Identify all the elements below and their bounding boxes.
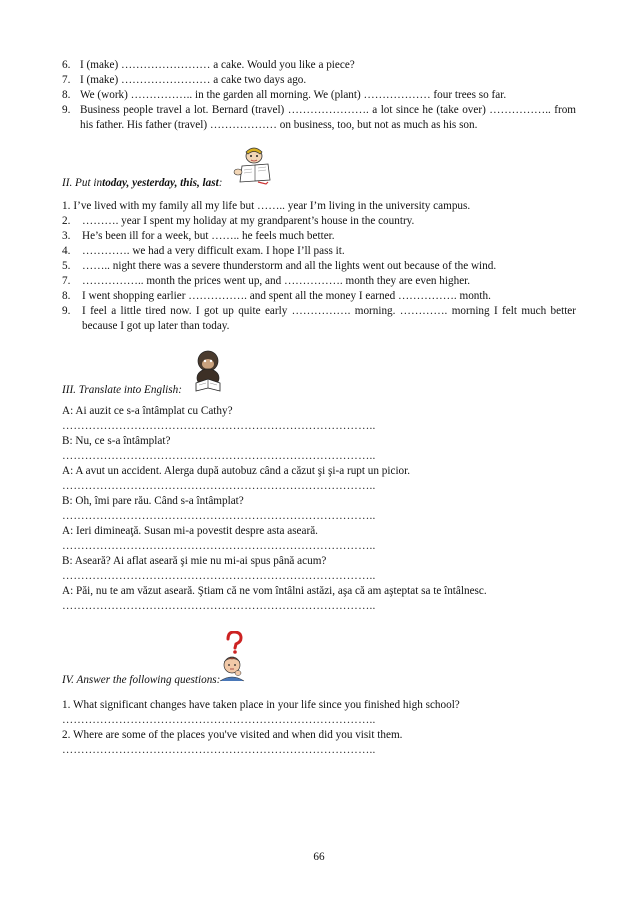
item-number: 8.	[62, 89, 71, 101]
list-item	[62, 259, 576, 274]
list-item	[62, 199, 576, 214]
questions-list	[62, 698, 576, 758]
heading-text: IV. Answer the following questions:	[62, 674, 221, 686]
item-number: 8.	[62, 290, 71, 302]
list-item	[62, 103, 576, 133]
dialogue-line: B: Nu, ce s-a întâmplat?	[62, 435, 171, 447]
answer-line[interactable]: ………………………………………………………………………..	[62, 714, 376, 726]
list-item	[62, 229, 576, 244]
item-text: I feel a little tired now. I got up quite early ……………. morning. …………. morning I felt much better because I got up later than today.	[82, 305, 576, 332]
item-number: 1.	[62, 200, 71, 212]
item-text: I (make) …………………… a cake two days ago.	[80, 74, 307, 86]
list-item	[62, 244, 576, 259]
answer-line[interactable]: ………………………………………………………………………..	[62, 540, 376, 552]
dialogue-line: A: Ai auzit ce s-a întâmplat cu Cathy?	[62, 405, 233, 417]
item-number: 3.	[62, 230, 71, 242]
heading-keywords: today, yesterday, this, last	[102, 177, 219, 189]
item-text: …………. we had a very difficult exam. I hope I’ll pass it.	[82, 245, 345, 257]
item-text: I went shopping earlier ……………. and spent all the money I earned ……………. month.	[82, 290, 491, 302]
heading-suffix: :	[218, 177, 223, 189]
list-item	[62, 304, 576, 334]
monkey-reading-icon	[188, 349, 228, 398]
reader-cartoon-icon	[228, 146, 274, 191]
dialogue-line: A: Păi, nu te am văzut aseară. Ştiam că ne vom întâlni astăzi, aşa că am aşteptat sa te întâlnesc.	[62, 585, 487, 597]
item-text: He’s been ill for a week, but …….. he feels much better.	[82, 230, 335, 242]
exercise-2-list	[62, 199, 576, 334]
heading-text: III. Translate into English:	[62, 384, 182, 396]
answer-line[interactable]: ………………………………………………………………………..	[62, 480, 376, 492]
dialogue-line: B: Aseară? Ai aflat aseară şi mie nu mi-ai spus până acum?	[62, 555, 327, 567]
item-number: 7.	[62, 74, 71, 86]
section-2-heading	[62, 163, 576, 191]
exercise-1-list	[62, 58, 576, 133]
list-item	[62, 274, 576, 289]
item-number: 7.	[62, 275, 71, 287]
item-text: We (work) …………….. in the garden all morning. We (plant) ……………… four trees so far.	[80, 89, 507, 101]
question-line: 1. What significant changes have taken place in your life since you finished high school?	[62, 699, 460, 711]
page-number: 66	[313, 851, 325, 863]
item-number: 9.	[62, 104, 71, 116]
item-number: 6.	[62, 59, 71, 71]
item-text: Business people travel a lot. Bernard (travel) …………………. a lot since he (take over) …………….. from his father. His father (travel) ……………… on business, too, but not as much as his son.	[80, 104, 576, 131]
item-text: …….. night there was a severe thunderstorm and all the lights went out because of the wind.	[82, 260, 497, 272]
item-number: 2.	[62, 215, 71, 227]
list-item	[62, 289, 576, 304]
dialogue-line: B: Oh, îmi pare rău. Când s-a întâmplat?	[62, 495, 244, 507]
item-number: 4.	[62, 245, 71, 257]
answer-line[interactable]: ………………………………………………………………………..	[62, 744, 376, 756]
answer-line[interactable]: ………………………………………………………………………..	[62, 600, 376, 612]
translation-dialogue	[62, 404, 576, 614]
answer-line[interactable]: ………………………………………………………………………..	[62, 420, 376, 432]
question-line: 2. Where are some of the places you've visited and when did you visit them.	[62, 729, 403, 741]
list-item	[62, 88, 576, 103]
item-text: ………. year I spent my holiday at my grandparent’s house in the country.	[82, 215, 415, 227]
section-3-heading	[62, 362, 576, 398]
item-text: I (make) …………………… a cake. Would you like a piece?	[80, 59, 355, 71]
item-text: I’ve lived with my family all my life but …….. year I’m living in the university campus.	[73, 200, 471, 212]
answer-line[interactable]: ………………………………………………………………………..	[62, 510, 376, 522]
answer-line[interactable]: ………………………………………………………………………..	[62, 570, 376, 582]
list-item	[62, 58, 576, 73]
heading-prefix: II. Put in	[62, 177, 103, 189]
list-item	[62, 214, 576, 229]
dialogue-line: A: A avut un accident. Alerga după autobuz când a căzut şi şi-a rupt un picior.	[62, 465, 411, 477]
section-4-heading	[62, 636, 576, 688]
worksheet-page	[62, 58, 576, 758]
item-number: 5.	[62, 260, 71, 272]
item-number: 9.	[62, 305, 71, 317]
answer-line[interactable]: ………………………………………………………………………..	[62, 450, 376, 462]
list-item	[62, 73, 576, 88]
dialogue-line: A: Ieri dimineaţă. Susan mi-a povestit despre asta aseară.	[62, 525, 318, 537]
thinking-person-icon	[214, 631, 250, 688]
item-text: …………….. month the prices went up, and ……………. month they are even higher.	[82, 275, 471, 287]
